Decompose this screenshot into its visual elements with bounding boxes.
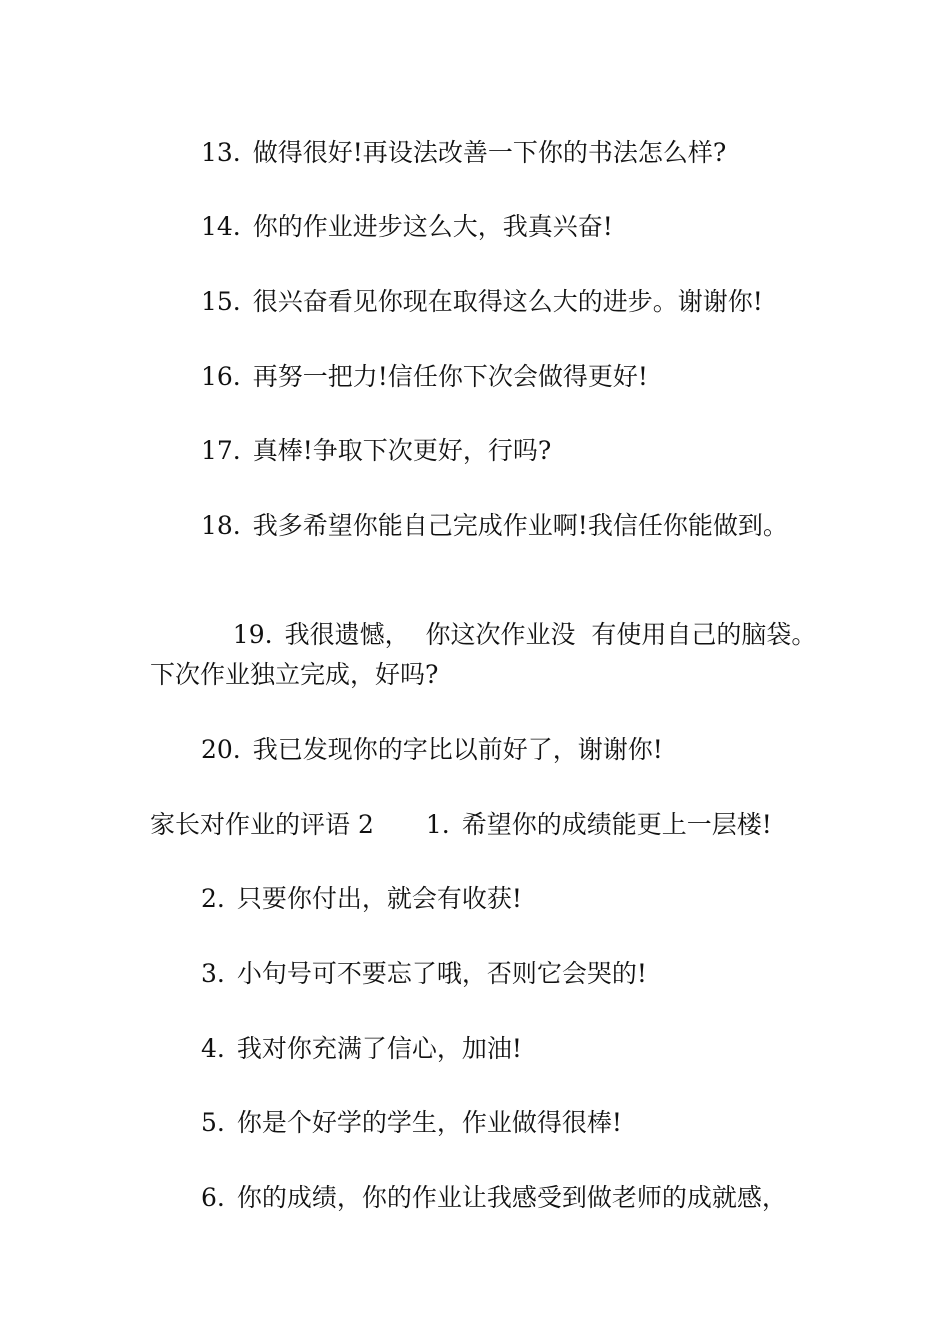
item-number: 17. [201, 436, 241, 465]
item-number: 5. [201, 1108, 225, 1137]
item-number: 15. [201, 287, 241, 316]
section-heading: 家长对作业的评语 2 [150, 810, 374, 839]
comment-item-continuation: 下次作业独立完成，好吗? [150, 660, 439, 689]
section-line [150, 808, 772, 842]
item-text: 我多希望你能自己完成作业啊!我信任你能做到。 [252, 511, 788, 540]
comment-item [201, 1032, 522, 1066]
item-number: 3. [201, 959, 225, 988]
item-text: 我很遗憾， 你这次作业没 有使用自己的脑袋。 [284, 620, 817, 649]
item-text: 你的作业进步这么大，我真兴奋! [252, 212, 613, 241]
item-text: 真棒!争取下次更好，行吗? [252, 436, 552, 465]
item-text: 我已发现你的字比以前好了，谢谢你! [252, 735, 663, 764]
item-text: 只要你付出，就会有收获! [236, 884, 522, 913]
item-text: 希望你的成绩能更上一层楼! [461, 810, 772, 839]
comment-item [201, 957, 647, 991]
comment-item [201, 136, 726, 170]
comment-item [201, 509, 788, 543]
item-number: 6. [201, 1183, 225, 1212]
item-number: 16. [201, 362, 241, 391]
item-number: 14. [201, 212, 241, 241]
item-text: 你的成绩，你的作业让我感受到做老师的成就感， [236, 1183, 787, 1212]
item-number: 2. [201, 884, 225, 913]
item-number: 4. [201, 1034, 225, 1063]
item-number: 1. [425, 810, 450, 839]
item-text: 小句号可不要忘了哦，否则它会哭的! [236, 959, 647, 988]
comment-item [201, 1106, 622, 1140]
item-number: 18. [201, 511, 241, 540]
item-number: 13. [201, 138, 241, 167]
comment-item [201, 1181, 787, 1215]
item-text: 做得很好!再设法改善一下你的书法怎么样? [252, 138, 727, 167]
comment-item [201, 882, 522, 916]
comment-item [201, 285, 763, 319]
item-text: 我对你充满了信心，加油! [236, 1034, 522, 1063]
item-number: 20. [201, 735, 241, 764]
comment-item [201, 733, 663, 767]
comment-item [201, 210, 613, 244]
comment-item [201, 434, 551, 468]
comment-item [201, 360, 648, 394]
item-text: 再努一把力!信任你下次会做得更好! [252, 362, 648, 391]
item-text: 很兴奋看见你现在取得这么大的进步。谢谢你! [252, 287, 763, 316]
item-text: 你是个好学的学生，作业做得很棒! [236, 1108, 622, 1137]
item-number: 19. [232, 620, 273, 649]
